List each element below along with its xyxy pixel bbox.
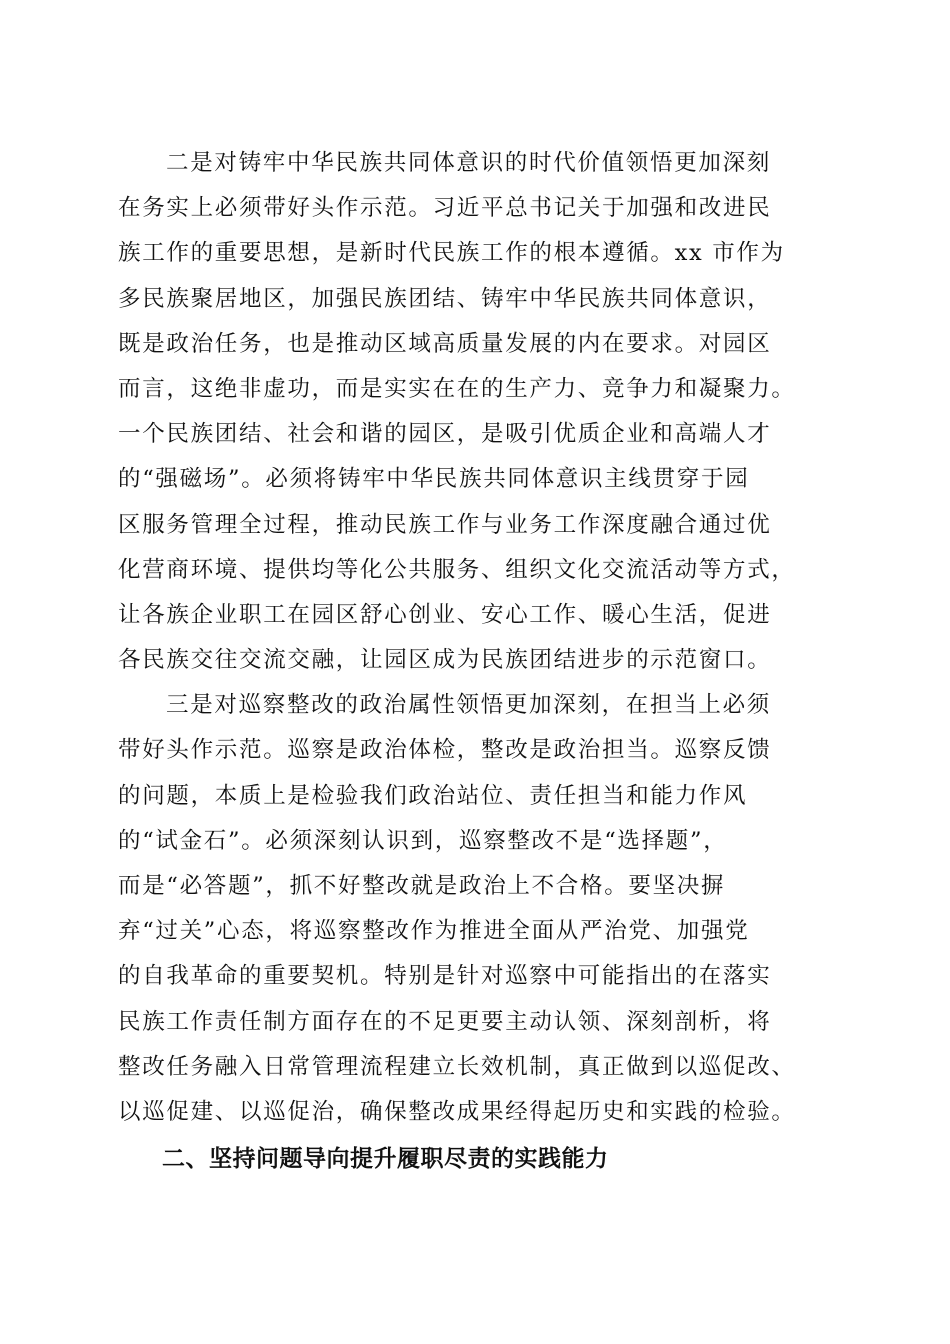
paragraph-two — [118, 141, 838, 683]
document-page — [118, 141, 838, 1182]
paragraph-three — [118, 683, 838, 1135]
paragraph-line: 在务实上必须带好头作示范。习近平总书记关于加强和改进民 — [118, 195, 772, 222]
paragraph-line: 弃“过关”心态，将巡察整改作为推进全面从严治党、加强党 — [118, 918, 750, 945]
paragraph-line: 而言，这绝非虚功，而是实实在在的生产力、竞争力和凝聚力。 — [118, 375, 796, 402]
paragraph-line: 民族工作责任制方面存在的不足更要主动认领、深刻剖析，将 — [118, 1008, 772, 1035]
paragraph-line: 整改任务融入日常管理流程建立长效机制，真正做到以巡促改、 — [118, 1053, 796, 1080]
paragraph-line: 的“强磁场”。必须将铸牢中华民族共同体意识主线贯穿于园 — [118, 466, 750, 493]
paragraph-line: 的问题，本质上是检验我们政治站位、责任担当和能力作风 — [118, 782, 748, 809]
paragraph-line: 多民族聚居地区，加强民族团结、铸牢中华民族共同体意识， — [118, 285, 772, 312]
paragraph-line: 化营商环境、提供均等化公共服务、组织文化交流活动等方式， — [118, 556, 796, 583]
paragraph-line: 各民族交往交流交融，让园区成为民族团结进步的示范窗口。 — [118, 647, 772, 674]
paragraph-line: 区服务管理全过程，推动民族工作与业务工作深度融合通过优 — [118, 511, 772, 538]
paragraph-line: 以巡促建、以巡促治，确保整改成果经得起历史和实践的检验。 — [118, 1098, 796, 1125]
paragraph-line: 二是对铸牢中华民族共同体意识的时代价值领悟更加深刻 — [166, 150, 772, 176]
paragraph-line: 让各族企业职工在园区舒心创业、安心工作、暖心生活，促进 — [118, 601, 772, 628]
paragraph-line: 的自我革命的重要契机。特别是针对巡察中可能指出的在落实 — [118, 963, 772, 990]
paragraph-line: 三是对巡察整改的政治属性领悟更加深刻，在担当上必须 — [166, 692, 772, 719]
paragraph-line: 而是“必答题”，抓不好整改就是政治上不合格。要坚决摒 — [118, 873, 726, 899]
paragraph-line: 的“试金石”。必须深刻认识到，巡察整改不是“选择题”， — [118, 827, 728, 854]
section-heading: 二、坚持问题导向提升履职尽责的实践能力 — [162, 1146, 609, 1173]
paragraph-line: 既是政治任务，也是推动区域高质量发展的内在要求。对园区 — [118, 330, 772, 357]
paragraph-line: 带好头作示范。巡察是政治体检，整改是政治担当。巡察反馈 — [118, 737, 772, 764]
paragraph-line: 一个民族团结、社会和谐的园区，是吸引优质企业和高端人才 — [118, 421, 772, 448]
paragraph-line: 族工作的重要思想，是新时代民族工作的根本遵循。xx 市作为 — [118, 240, 785, 267]
